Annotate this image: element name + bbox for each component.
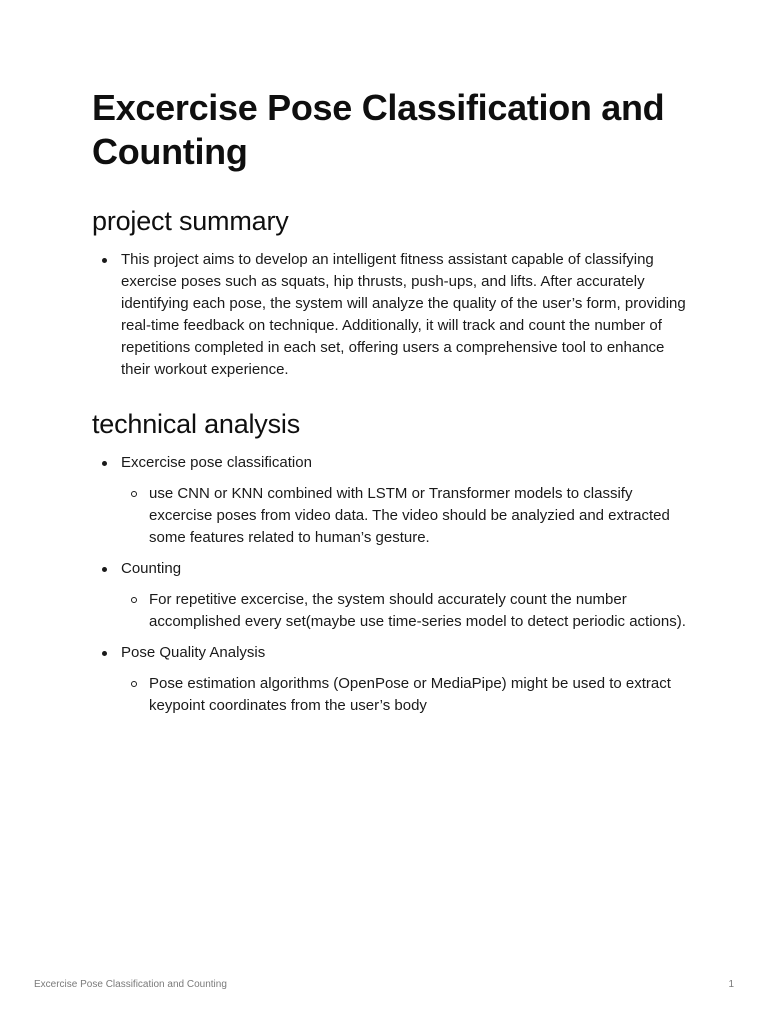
sub-list	[121, 483, 692, 549]
sub-list	[121, 673, 692, 717]
list-item-text: Excercise pose classification	[121, 454, 312, 471]
section-heading-project-summary: project summary	[92, 206, 289, 236]
list-item-text: This project aims to develop an intelligent fitness assistant capable of classifying exercise poses such as squats, hip thrusts, push-ups, and lifts. After accurately identifying each pose, the system will analyze the quality of the user’s form, providing real-time feedback on technique. Additionally, it will track and count the number of repetitions completed in each set, offering users a comprehensive tool to enhance their workout experience.	[121, 251, 686, 378]
list-item	[92, 452, 692, 549]
sub-list-item	[121, 673, 692, 717]
bullet-icon	[102, 651, 107, 656]
list-item	[92, 642, 692, 717]
sub-list-item-text: Pose estimation algorithms (OpenPose or MediaPipe) might be used to extract keypoint coordinates from the user’s body	[149, 675, 671, 714]
list-item-text: Pose Quality Analysis	[121, 644, 266, 661]
bullet-icon	[102, 258, 107, 263]
sub-list-item	[121, 483, 692, 549]
hollow-bullet-icon	[131, 681, 137, 687]
document-body	[92, 86, 692, 717]
hollow-bullet-icon	[131, 597, 137, 603]
page-number: 1	[728, 979, 734, 990]
list-item	[92, 249, 692, 381]
sub-list-item	[121, 589, 692, 633]
technical-analysis-list	[92, 452, 692, 717]
bullet-icon	[102, 461, 107, 466]
sub-list	[121, 589, 692, 633]
section-heading-technical-analysis: technical analysis	[92, 409, 301, 439]
sub-list-item-text: For repetitive excercise, the system should accurately count the number accomplished every set(maybe use time-series model to detect periodic actions).	[149, 591, 686, 630]
footer-title: Excercise Pose Classification and Counting	[34, 979, 227, 990]
list-item-text: Counting	[121, 560, 182, 577]
project-summary-list	[92, 249, 692, 381]
list-item	[92, 558, 692, 633]
page-title: Excercise Pose Classification and Counting	[92, 87, 665, 172]
hollow-bullet-icon	[131, 491, 137, 497]
bullet-icon	[102, 567, 107, 572]
sub-list-item-text: use CNN or KNN combined with LSTM or Transformer models to classify excercise poses from video data. The video should be analyzied and extracted some features related to human’s gesture.	[149, 485, 670, 546]
